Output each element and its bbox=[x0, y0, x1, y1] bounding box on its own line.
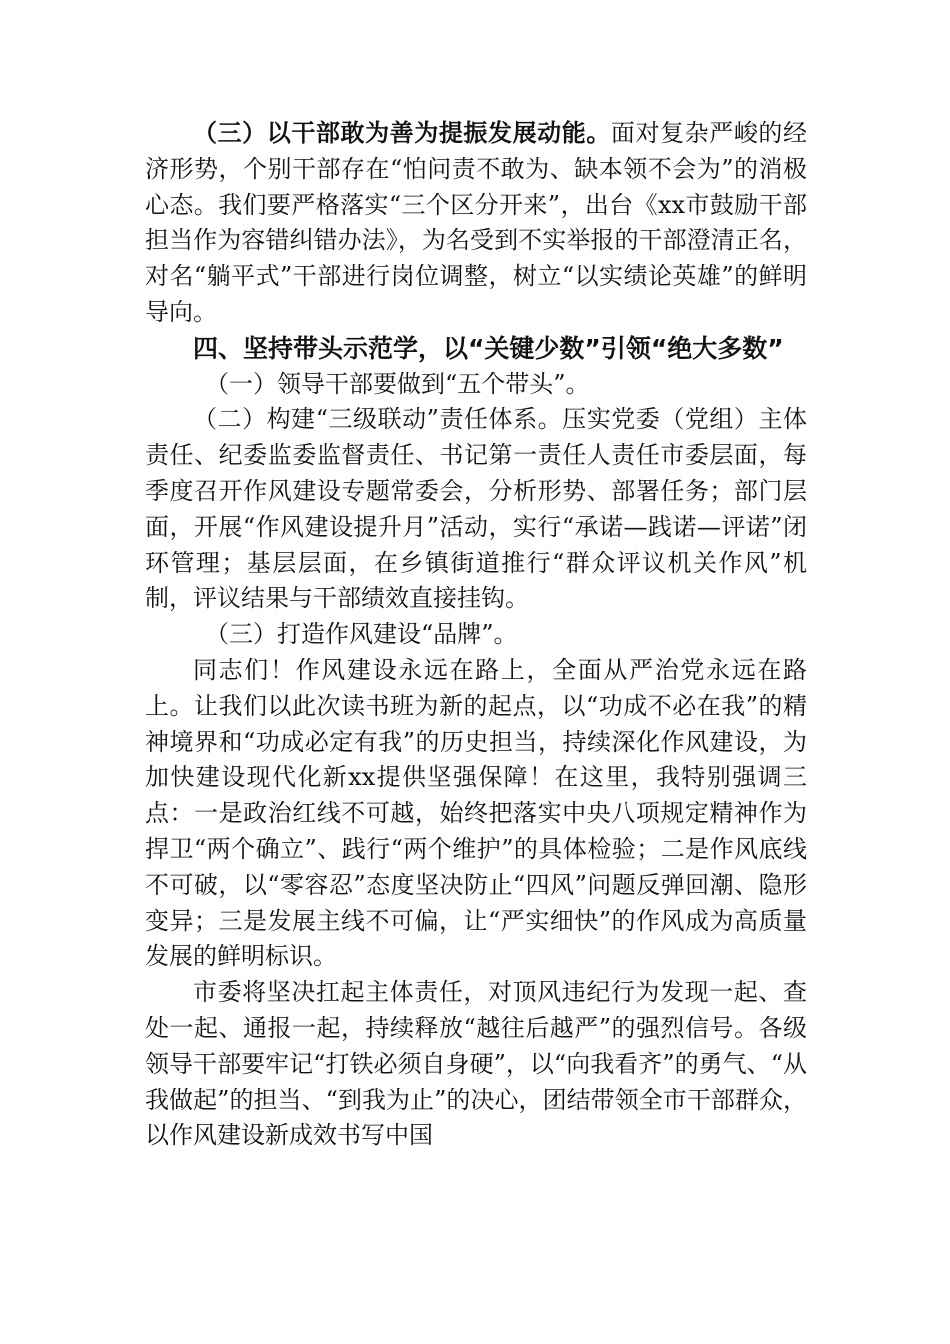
paragraph-lead: （三）以干部敢为善为提振发展动能。 bbox=[193, 118, 611, 147]
document-page bbox=[145, 115, 807, 1154]
paragraph-body: 压实党委（党组）主体责任、纪委监委监督责任、书记第一责任人责任市委层面，每季度召开作风建设专题常委会，分析形势、部署任务；部门层面，开展“作风建设提升月”活动，实行“承诺—践诺—评诺”闭环管理；基层层面，在乡镇街道推行“群众评议机关作风”机制，评议结果与干部绩效直接挂钩。 bbox=[145, 405, 807, 613]
paragraph-lead: （二）构建“三级联动”责任体系。 bbox=[193, 405, 563, 434]
paragraph-comrades: 同志们！作风建设永远在路上，全面从严治党永远在路上。让我们以此次读书班为新的起点，以“功成不必在我”的精神境界和“功成必定有我”的历史担当，持续深化作风建设，为加快建设现代化新xx提供坚强保障！在这里，我特别强调三点：一是政治红线不可越，始终把落实中央八项规定精神作为捍卫“两个确立”、践行“两个维护”的具体检验；二是作风底线不可破，以“零容忍”态度坚决防止“四风”问题反弹回潮、隐形变异；三是发展主线不可偏，让“严实细快”的作风成为高质量发展的鲜明标识。 bbox=[145, 655, 807, 971]
paragraph-municipal-committee: 市委将坚决扛起主体责任，对顶风违纪行为发现一起、查处一起、通报一起，持续释放“越往后越严”的强烈信号。各级领导干部要牢记“打铁必须自身硬”，以“向我看齐”的勇气、“从我做起”的担当、“到我为止”的决心，团结带领全市干部群众，以作风建设新成效书写中国 bbox=[145, 978, 807, 1150]
paragraph-body: 面对复杂严峻的经济形势，个别干部存在“怕问责不敢为、缺本领不会为”的消极心态。我们要严格落实“三个区分开来”，出台《xx市鼓励干部担当作为容错纠错办法》，为名受到不实举报的干部澄清正名，对名“躺平式”干部进行岗位调整，树立“以实绩论英雄”的鲜明导向。 bbox=[145, 119, 808, 326]
subheading-five-leads: （一）领导干部要做到“五个带头”。 bbox=[205, 369, 590, 398]
subheading-brand: （三）打造作风建设“品牌”。 bbox=[205, 620, 518, 649]
paragraph-three-level-linkage bbox=[145, 402, 807, 617]
section-heading-four: 四、坚持带头示范学，以“关键少数”引领“绝大多数” bbox=[193, 333, 784, 363]
paragraph-cadre-courage bbox=[145, 115, 807, 331]
